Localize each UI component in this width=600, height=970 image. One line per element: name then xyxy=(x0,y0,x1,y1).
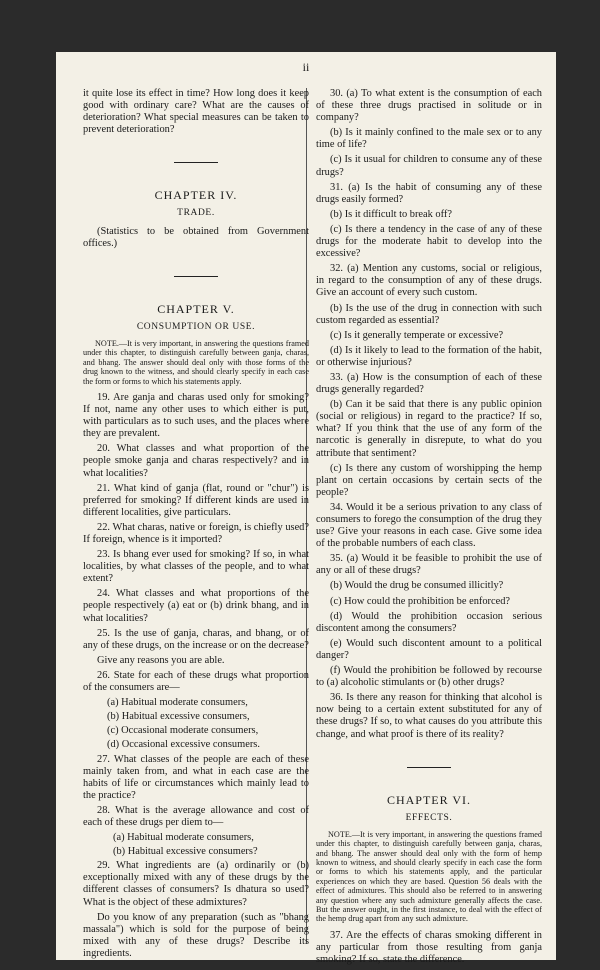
question-26-c: (c) Occasional moderate consumers, xyxy=(107,725,259,737)
question-35-d: (d) Would the prohibition occasion serious discontent among the consumers? xyxy=(316,610,542,634)
left-column xyxy=(83,88,309,963)
question-35-b: (b) Would the drug be consumed illicitly? xyxy=(330,580,504,592)
question-34: 34. Would it be a serious privation to any class of consumers to forego the consumption of the drug they use? Give your reasons in each case. Give some idea of the probable numbers of each class. xyxy=(316,501,542,550)
section-rule xyxy=(407,767,451,768)
right-column xyxy=(316,88,542,969)
question-26-a: (a) Habitual moderate consumers, xyxy=(107,697,248,709)
question-35-f: (f) Would the prohibition be followed by recourse to (a) alcoholic stimulants or (b) other drugs? xyxy=(316,665,542,689)
question-19: 19. Are ganja and charas used only for smoking? If not, name any other uses to which either is put, with particulars as to such uses, and the places where they are prevalent. xyxy=(83,391,309,440)
question-26-d: (d) Occasional excessive consumers. xyxy=(107,739,260,751)
question-27: 27. What classes of the people are each of these mainly taken from, and what in each case are the habits of life or circumstances which mainly lead to the practice? xyxy=(83,753,309,801)
chapter-4-section: TRADE. xyxy=(177,208,215,219)
chapter-4-title: CHAPTER IV. xyxy=(154,188,238,203)
question-30-c: (c) Is it usual for children to consume any of these drugs? xyxy=(316,154,542,178)
question-24: 24. What classes and what proportions of the people respectively (a) eat or (b) drink bhang, and in what localities? xyxy=(83,588,309,624)
intro-paragraph: it quite lose its effect in time? How long does it keep good with ordinary care? What are the causes of deterioration? What special measures can be taken to prevent deterioration? xyxy=(83,88,309,136)
chapter-6-note: NOTE.—It is very important, in answering the questions framed under this chapter, to distinguish carefully between ganja, charas, and bhang. The answer should deal only with the form of hemp known to witness, and should clearly specify in each case the form or forms to which his statements apply, and the particular experiences on which they are based. Question 56 deals with the effect of admixtures. This should also be referred to in answering any question where any such admixture generally affects the case. But the answer ought, in the first instance, to deal with the effect of the hemp drug apart from any such admixture. xyxy=(316,829,542,924)
question-35-c: (c) How could the prohibition be enforced? xyxy=(330,595,511,607)
question-35-e: (e) Would such discontent amount to a political danger? xyxy=(316,637,542,661)
question-23: 23. Is bhang ever used for smoking? If so, in what localities, by what classes of the people, and to what extent? xyxy=(83,549,309,585)
chapter-5-title: CHAPTER V. xyxy=(157,301,235,316)
section-rule xyxy=(174,276,218,277)
section-rule xyxy=(174,162,218,163)
question-30: 30. (a) To what extent is the consumption of each of these three drugs practised in solitude or in company? xyxy=(316,88,542,124)
question-26: 26. State for each of these drugs what proportion of the consumers are— xyxy=(83,669,309,694)
question-20: 20. What classes and what proportion of the people smoke ganja and charas respectively? and in what localities? xyxy=(83,443,309,479)
question-28-a: (a) Habitual moderate consumers, xyxy=(113,832,254,844)
chapter-5-note: NOTE.—It is very important, in answering the questions framed under this chapter, to distinguish carefully between ganja, charas, and bhang. The answer should deal only with those forms of the drug known to the witness, and should clearly specify in each case the form or forms to which his statements apply. xyxy=(83,338,309,386)
question-33: 33. (a) How is the consumption of each of these drugs generally regarded? xyxy=(316,371,542,396)
question-35: 35. (a) Would it be feasible to prohibit the use of any or all of these drugs? xyxy=(316,553,542,577)
question-31-b: (b) Is it difficult to break off? xyxy=(330,208,452,220)
chapter-5-section: CONSUMPTION OR USE. xyxy=(136,321,256,332)
page-number: ii xyxy=(302,60,310,74)
chapter-4-text: (Statistics to be obtained from Government offices.) xyxy=(83,225,309,249)
document-page xyxy=(56,52,556,966)
question-26-b: (b) Habitual excessive consumers, xyxy=(107,711,250,723)
question-32-b: (b) Is the use of the drug in connection with such custom regarded as essential? xyxy=(316,302,542,326)
question-25-note: Give any reasons you are able. xyxy=(97,654,225,666)
question-32-c: (c) Is it generally temperate or excessive? xyxy=(330,329,504,341)
question-28: 28. What is the average allowance and cost of each of these drugs per diem to— xyxy=(83,804,309,828)
question-33-b: (b) Can it be said that there is any public opinion (social or religious) in regard to the practice? If so, what? If you think that the use of any form of the narcotic is generally in disrepute, to what do you attribute that sentiment? xyxy=(316,399,542,459)
question-22: 22. What charas, native or foreign, is chiefly used? If foreign, whence is it imported? xyxy=(83,521,309,545)
question-28-b: (b) Habitual excessive consumers? xyxy=(113,846,258,858)
chapter-6-title: CHAPTER VI. xyxy=(386,792,472,807)
question-32: 32. (a) Mention any customs, social or religious, in regard to the consumption of any of these drugs. Give an account of every such custom. xyxy=(316,263,542,299)
question-25: 25. Is the use of ganja, charas, and bhang, or of any of these drugs, on the increase or on the decrease? xyxy=(83,627,309,651)
question-33-c: (c) Is there any custom of worshipping the hemp plant on certain occasions by certain sects of the people? xyxy=(316,462,542,498)
question-30-b: (b) Is it mainly confined to the male sex or to any time of life? xyxy=(316,127,542,151)
question-21: 21. What kind of ganja (flat, round or "chur") is preferred for smoking? If different kinds are used in different localities, give particulars. xyxy=(83,482,309,518)
question-37: 37. Are the effects of charas smoking different in any particular from those resulting from ganja smoking? If so, state the difference. xyxy=(316,929,542,966)
question-29-followup: Do you know of any preparation (such as "bhang massala") which is sold for the purpose of being mixed with any of these drugs? Describe its ingredients. xyxy=(83,911,309,959)
question-29: 29. What ingredients are (a) ordinarily or (b) exceptionally mixed with any of these drugs by the different classes of consumers? Is dhatura so used? What is the object of these admixtures? xyxy=(83,860,309,908)
chapter-6-section: EFFECTS. xyxy=(405,812,453,823)
question-31-c: (c) Is there a tendency in the case of any of these drugs for the moderate habit to develop into the excessive? xyxy=(316,223,542,260)
question-32-d: (d) Is it likely to lead to the formation of the habit, or otherwise injurious? xyxy=(316,344,542,368)
question-31: 31. (a) Is the habit of consuming any of these drugs easily formed? xyxy=(316,181,542,205)
question-36: 36. Is there any reason for thinking that alcohol is now being to a certain extent substituted for any of these drugs? If so, to what causes do you attribute this change, and what proof is there of its reality? xyxy=(316,692,542,740)
